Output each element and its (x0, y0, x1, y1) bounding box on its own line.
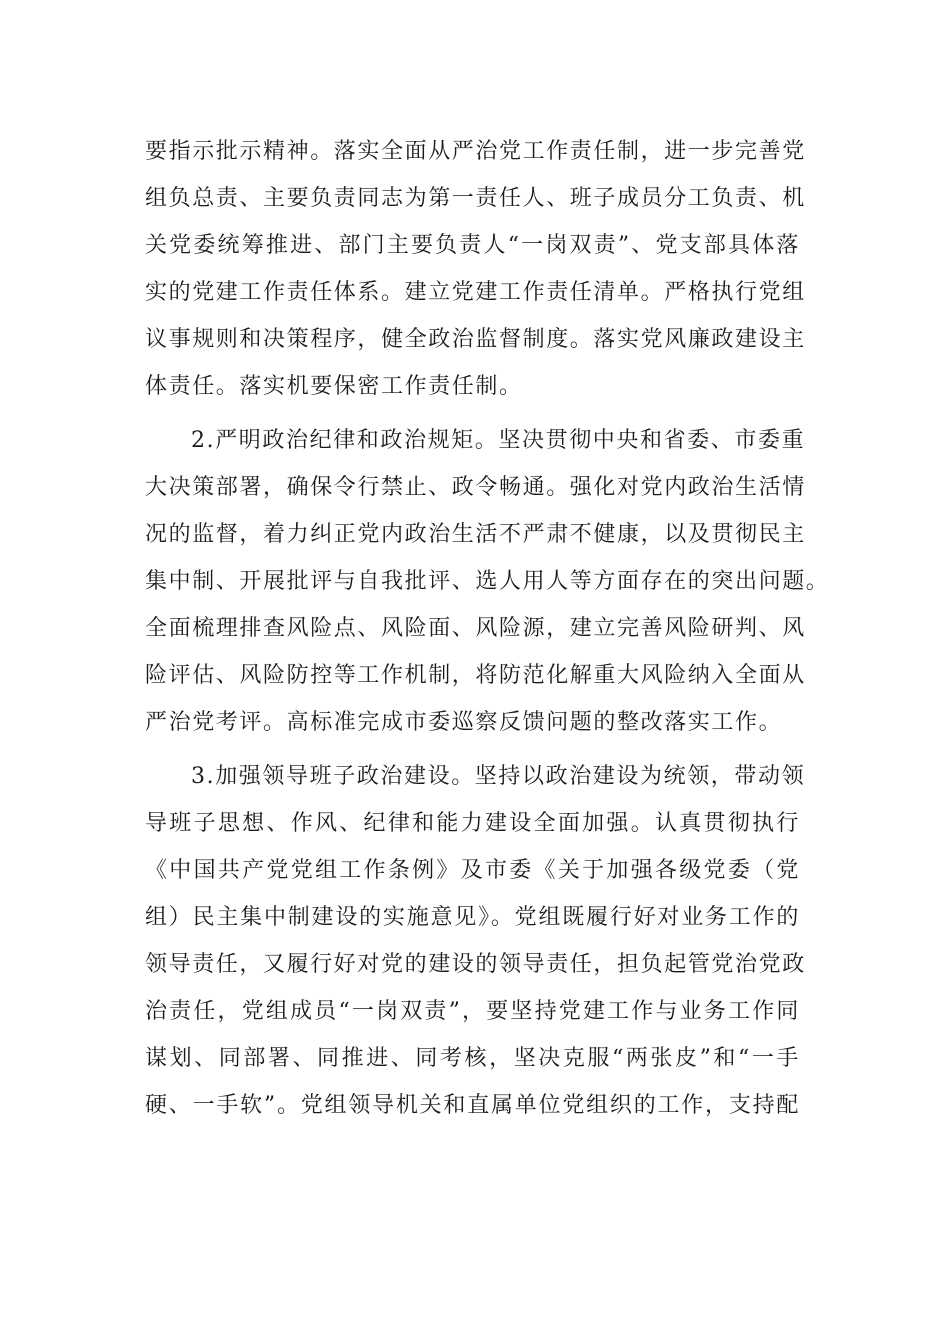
text-line: 大决策部署，确保令行禁止、政令畅通。强化对党内政治生活情 (145, 475, 806, 500)
paragraph-political-discipline (145, 417, 830, 746)
text-line: 况的监督，着力纠正党内政治生活不严肃不健康，以及贯彻民主 (145, 522, 806, 547)
paragraph-spacer (145, 410, 800, 417)
text-line: 关党委统筹推进、部门主要负责人“一岗双责”、党支部具体落 (145, 233, 800, 258)
text-line: 议事规则和决策程序，健全政治监督制度。落实党风廉政建设主 (145, 327, 806, 352)
text-line: 谋划、同部署、同推进、同考核，坚决克服“两张皮”和“一手 (145, 1046, 800, 1071)
text-line: 集中制、开展批评与自我批评、选人用人等方面存在的突出问题。 (145, 569, 830, 594)
text-line: 全面梳理排查风险点、风险面、风险源，建立完善风险研判、风 (145, 616, 806, 641)
text-line: 导班子思想、作风、纪律和能力建设全面加强。认真贯彻执行 (145, 811, 800, 836)
text-line: 领导责任，又履行好对党的建设的领导责任，担负起管党治党政 (145, 952, 806, 977)
text-line: 要指示批示精神。落实全面从严治党工作责任制，进一步完善党 (145, 139, 806, 164)
text-line: 严治党考评。高标准完成市委巡察反馈问题的整改落实工作。 (145, 710, 783, 735)
paragraph-responsibility-system (145, 128, 806, 410)
text-line: 3.加强领导班子政治建设。坚持以政治建设为统领，带动领 (191, 764, 806, 789)
text-line: 组）民主集中制建设的实施意见》。党组既履行好对业务工作的 (145, 905, 800, 930)
text-line: 组负总责、主要负责同志为第一责任人、班子成员分工负责、机 (145, 186, 806, 211)
text-line: 硬、一手软”。党组领导机关和直属单位党组织的工作，支持配 (145, 1093, 800, 1118)
text-line: 体责任。落实机要保密工作责任制。 (145, 374, 523, 399)
text-line: 《中国共产党党组工作条例》及市委《关于加强各级党委（党 (145, 858, 800, 883)
text-line: 治责任，党组成员“一岗双责”，要坚持党建工作与业务工作同 (145, 999, 800, 1024)
text-line: 实的党建工作责任体系。建立党建工作责任清单。严格执行党组 (145, 280, 806, 305)
text-line: 险评估、风险防控等工作机制，将防范化解重大风险纳入全面从 (145, 663, 806, 688)
paragraph-spacer (145, 746, 800, 753)
paragraph-leadership-building (145, 753, 806, 1129)
document-body (145, 128, 830, 1129)
text-line: 2.严明政治纪律和政治规矩。坚决贯彻中央和省委、市委重 (191, 428, 806, 453)
